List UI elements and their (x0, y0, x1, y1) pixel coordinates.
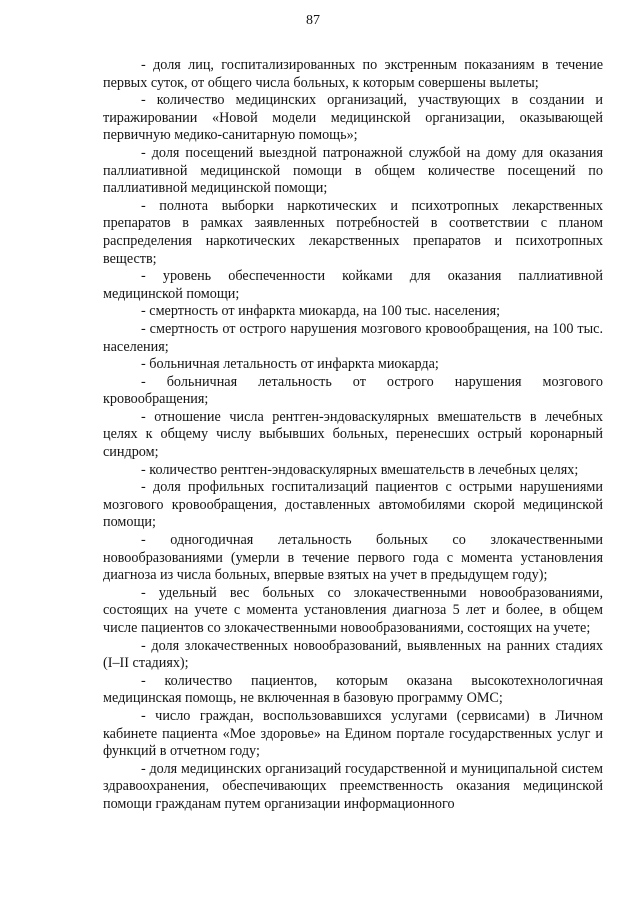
list-item: - уровень обеспеченности койками для оказания паллиативной медицинской помощи; (103, 268, 603, 302)
list-item: - полнота выборки наркотических и психотропных лекарственных препаратов в рамках заявленных потребностей в соответствии с планом распределения наркотических лекарственных препаратов и психотропных веществ; (103, 197, 603, 267)
page-number: 87 (306, 13, 320, 28)
list-item: - доля профильных госпитализаций пациентов с острыми нарушениями мозгового кровообращения, доставленных автомобилями скорой медицинской помощи; (103, 479, 603, 531)
list-item: - смертность от инфаркта миокарда, на 100 тыс. населения; (141, 303, 501, 320)
document-body (103, 57, 603, 814)
list-item: - доля медицинских организаций государственной и муниципальной систем здравоохранения, обеспечивающих преемственность оказания медицинской помощи гражданам путем организации информационного (103, 760, 603, 812)
list-item: - доля лиц, госпитализированных по экстренным показаниям в течение первых суток, от общего числа больных, к которым совершены вылеты; (103, 57, 603, 91)
list-item: - количество рентген-эндоваскулярных вмешательств в лечебных целях; (141, 461, 579, 478)
list-item: - больничная летальность от острого нарушения мозгового кровообращения; (103, 373, 603, 408)
list-item: - одногодичная летальность больных со злокачественными новообразованиями (умерли в течение первого года с момента установления диагноза из числа больных, впервые взятых на учет в предыдущем году); (103, 532, 603, 584)
list-item: - больничная летальность от инфаркта миокарда; (141, 356, 439, 373)
list-item: - доля посещений выездной патронажной службой на дому для оказания паллиативной медицинской помощи в общем количестве посещений по паллиативной медицинской помощи; (103, 144, 603, 197)
list-item: - удельный вес больных со злокачественными новообразованиями, состоящих на учете с момента установления диагноза 5 лет и более, в общем числе пациентов со злокачественными новообразованиями, состоящих на учете; (103, 584, 603, 636)
list-item: - число граждан, воспользовавшихся услугами (сервисами) в Личном кабинете пациента «Мое здоровье» на Едином портале государственных услуг и функций в отчетном году; (103, 707, 603, 760)
list-item: - количество пациентов, которым оказана высокотехнологичная медицинская помощь, не включенная в базовую программу ОМС; (103, 672, 603, 707)
list-item: - смертность от острого нарушения мозгового кровообращения, на 100 тыс. населения; (103, 320, 603, 355)
list-item: - отношение числа рентген-эндоваскулярных вмешательств в лечебных целях к общему числу выбывших больных, перенесших острый коронарный синдром; (103, 408, 603, 461)
list-item: - количество медицинских организаций, участвующих в создании и тиражировании «Новой модели медицинской организации, оказывающей первичную медико-санитарную помощь»; (103, 92, 603, 144)
list-item: - доля злокачественных новообразований, выявленных на ранних стадиях (I–II стадиях); (103, 637, 603, 672)
